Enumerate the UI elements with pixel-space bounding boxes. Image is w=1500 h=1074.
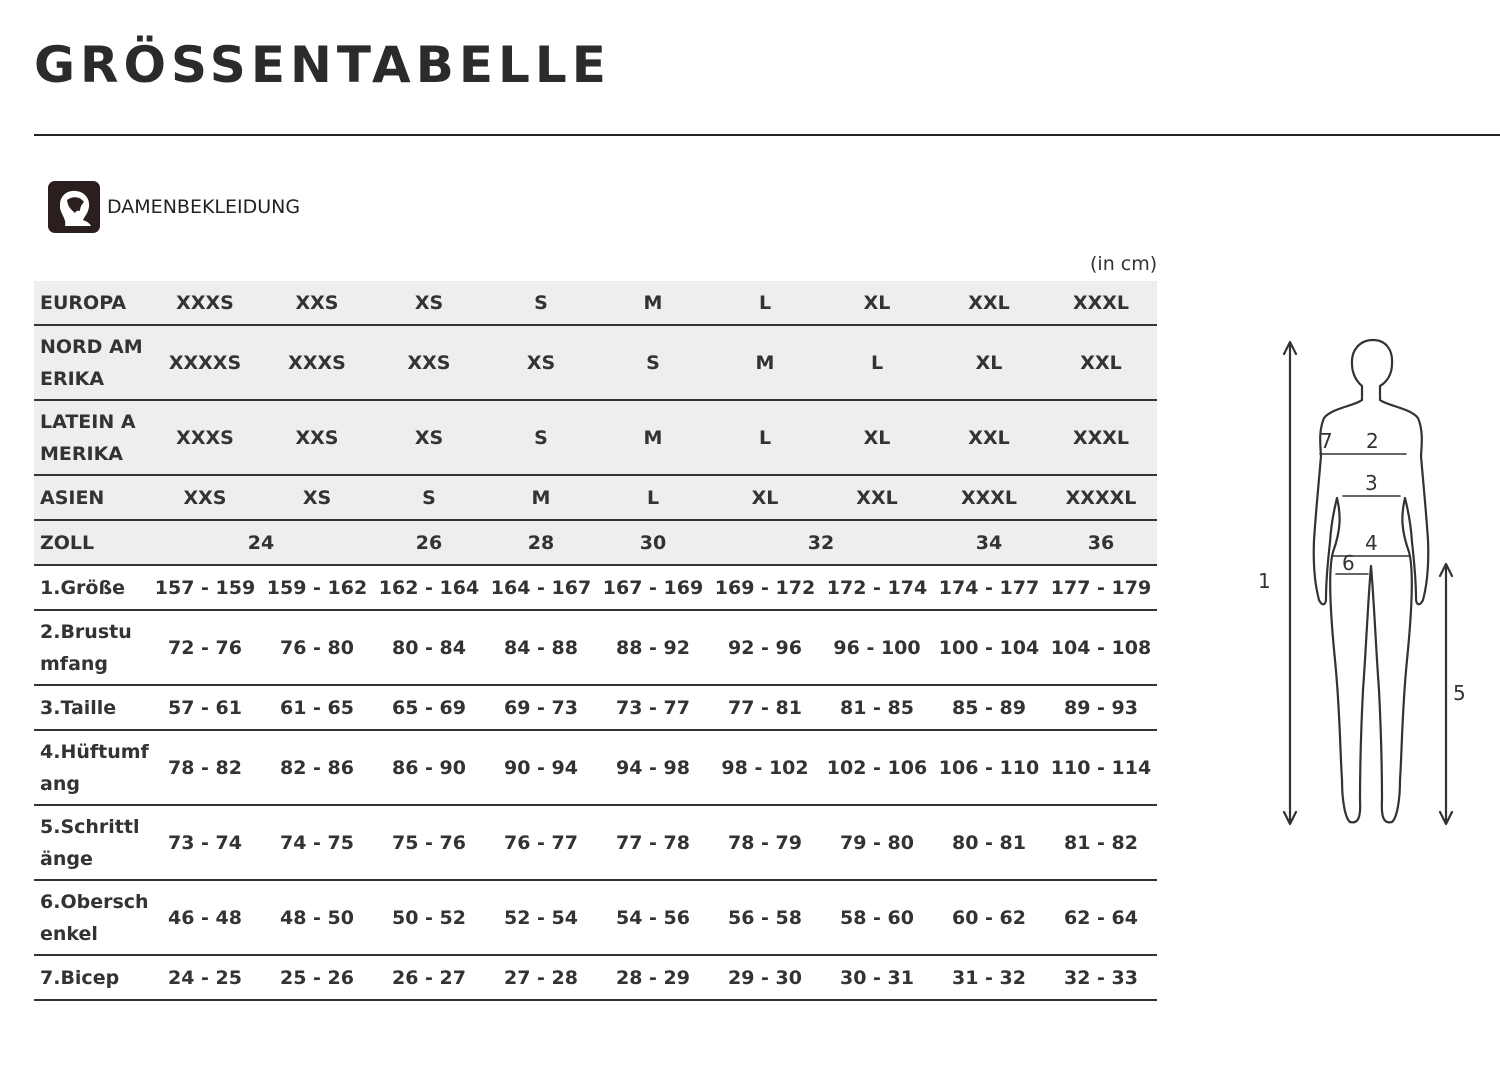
category-header <box>47 180 300 234</box>
measure-cell: 94 - 98 <box>597 730 709 805</box>
size-cell: M <box>597 400 709 475</box>
measure-cell: 73 - 77 <box>597 685 709 730</box>
row-label: ZOLL <box>34 520 149 565</box>
measure-cell: 69 - 73 <box>485 685 597 730</box>
size-cell: XL <box>933 325 1045 400</box>
measure-cell: 78 - 82 <box>149 730 261 805</box>
size-cell: XS <box>373 281 485 325</box>
row-label: 5.Schrittlänge <box>34 805 149 880</box>
size-row-latein-amerika <box>34 400 1157 475</box>
zoll-cell: 34 <box>933 520 1045 565</box>
size-cell: XXL <box>821 475 933 520</box>
size-cell: S <box>485 281 597 325</box>
unit-note: (in cm) <box>1090 253 1158 275</box>
size-cell: XS <box>261 475 373 520</box>
measure-row-7-bicep <box>34 955 1157 1000</box>
zoll-cell: 28 <box>485 520 597 565</box>
size-cell: S <box>485 400 597 475</box>
size-cell: XL <box>709 475 821 520</box>
size-cell: XXXS <box>149 281 261 325</box>
measure-cell: 52 - 54 <box>485 880 597 955</box>
size-cell: XS <box>373 400 485 475</box>
measure-cell: 110 - 114 <box>1045 730 1157 805</box>
size-cell: XXXXS <box>149 325 261 400</box>
measure-cell: 73 - 74 <box>149 805 261 880</box>
measure-cell: 85 - 89 <box>933 685 1045 730</box>
size-row-nord-amerika <box>34 325 1157 400</box>
size-cell: XXXS <box>149 400 261 475</box>
size-cell: XXS <box>261 281 373 325</box>
row-label: 2.Brustumfang <box>34 610 149 685</box>
measure-cell: 65 - 69 <box>373 685 485 730</box>
size-table <box>34 281 1157 1001</box>
measure-row-2-brustumfang <box>34 610 1157 685</box>
measure-cell: 31 - 32 <box>933 955 1045 1000</box>
measure-cell: 172 - 174 <box>821 565 933 610</box>
measure-cell: 167 - 169 <box>597 565 709 610</box>
measure-cell: 86 - 90 <box>373 730 485 805</box>
row-label: ASIEN <box>34 475 149 520</box>
size-cell: XXXL <box>1045 400 1157 475</box>
size-cell: XXXXL <box>1045 475 1157 520</box>
measure-cell: 30 - 31 <box>821 955 933 1000</box>
measure-cell: 62 - 64 <box>1045 880 1157 955</box>
measure-cell: 50 - 52 <box>373 880 485 955</box>
size-cell: XXXL <box>1045 281 1157 325</box>
measure-cell: 92 - 96 <box>709 610 821 685</box>
size-cell: XS <box>485 325 597 400</box>
measure-cell: 77 - 78 <box>597 805 709 880</box>
size-cell: XXL <box>933 281 1045 325</box>
measure-cell: 164 - 167 <box>485 565 597 610</box>
measure-cell: 25 - 26 <box>261 955 373 1000</box>
size-cell: S <box>373 475 485 520</box>
measure-cell: 48 - 50 <box>261 880 373 955</box>
measure-cell: 82 - 86 <box>261 730 373 805</box>
row-label: 3.Taille <box>34 685 149 730</box>
size-cell: M <box>597 281 709 325</box>
size-cell: L <box>709 400 821 475</box>
label-inseam: 5 <box>1453 681 1466 705</box>
measure-row-5-schrittl-nge <box>34 805 1157 880</box>
measure-cell: 169 - 172 <box>709 565 821 610</box>
label-hip: 4 <box>1365 531 1378 555</box>
row-label: 1.Größe <box>34 565 149 610</box>
measure-cell: 28 - 29 <box>597 955 709 1000</box>
row-label: LATEIN AMERIKA <box>34 400 149 475</box>
size-cell: XXL <box>1045 325 1157 400</box>
measure-cell: 98 - 102 <box>709 730 821 805</box>
measure-cell: 32 - 33 <box>1045 955 1157 1000</box>
measure-cell: 106 - 110 <box>933 730 1045 805</box>
size-cell: XXS <box>373 325 485 400</box>
row-label: NORD AMERIKA <box>34 325 149 400</box>
size-cell: XL <box>821 400 933 475</box>
measure-cell: 57 - 61 <box>149 685 261 730</box>
row-label: 4.Hüftumfang <box>34 730 149 805</box>
zoll-cell: 36 <box>1045 520 1157 565</box>
measure-cell: 75 - 76 <box>373 805 485 880</box>
size-cell: M <box>485 475 597 520</box>
size-cell: XXXS <box>261 325 373 400</box>
measure-cell: 177 - 179 <box>1045 565 1157 610</box>
measure-row-6-oberschenkel <box>34 880 1157 955</box>
size-cell: L <box>821 325 933 400</box>
measure-cell: 162 - 164 <box>373 565 485 610</box>
zoll-cell: 32 <box>709 520 933 565</box>
size-row-europa <box>34 281 1157 325</box>
measure-cell: 89 - 93 <box>1045 685 1157 730</box>
row-label: 7.Bicep <box>34 955 149 1000</box>
page-title: GRÖSSENTABELLE <box>34 36 611 94</box>
zoll-cell: 30 <box>597 520 709 565</box>
label-bicep: 7 <box>1320 429 1333 453</box>
label-height: 1 <box>1258 569 1271 593</box>
measure-cell: 157 - 159 <box>149 565 261 610</box>
measure-row-1-gr-e <box>34 565 1157 610</box>
zoll-cell: 24 <box>149 520 373 565</box>
title-divider <box>34 134 1500 136</box>
body-measurement-diagram <box>1240 330 1490 840</box>
measure-cell: 88 - 92 <box>597 610 709 685</box>
woman-profile-icon <box>47 180 101 234</box>
measure-cell: 56 - 58 <box>709 880 821 955</box>
size-cell: L <box>709 281 821 325</box>
measure-cell: 96 - 100 <box>821 610 933 685</box>
measure-row-3-taille <box>34 685 1157 730</box>
measure-cell: 79 - 80 <box>821 805 933 880</box>
measure-cell: 81 - 82 <box>1045 805 1157 880</box>
measure-cell: 26 - 27 <box>373 955 485 1000</box>
measure-cell: 80 - 81 <box>933 805 1045 880</box>
size-cell: XXL <box>933 400 1045 475</box>
measure-cell: 46 - 48 <box>149 880 261 955</box>
zoll-cell: 26 <box>373 520 485 565</box>
size-row-asien <box>34 475 1157 520</box>
measure-cell: 72 - 76 <box>149 610 261 685</box>
row-label: EUROPA <box>34 281 149 325</box>
size-cell: L <box>597 475 709 520</box>
measure-cell: 84 - 88 <box>485 610 597 685</box>
label-thigh: 6 <box>1342 551 1355 575</box>
measure-cell: 54 - 56 <box>597 880 709 955</box>
label-chest: 2 <box>1366 429 1379 453</box>
measure-row-4-h-ftumfang <box>34 730 1157 805</box>
label-waist: 3 <box>1365 471 1378 495</box>
measure-cell: 74 - 75 <box>261 805 373 880</box>
size-cell: XL <box>821 281 933 325</box>
measure-cell: 78 - 79 <box>709 805 821 880</box>
row-label: 6.Oberschenkel <box>34 880 149 955</box>
size-cell: XXS <box>261 400 373 475</box>
size-cell: M <box>709 325 821 400</box>
measure-cell: 61 - 65 <box>261 685 373 730</box>
measure-cell: 81 - 85 <box>821 685 933 730</box>
measure-cell: 60 - 62 <box>933 880 1045 955</box>
size-cell: S <box>597 325 709 400</box>
category-label: DAMENBEKLEIDUNG <box>107 196 301 218</box>
size-cell: XXS <box>149 475 261 520</box>
measure-cell: 76 - 77 <box>485 805 597 880</box>
body-outline <box>1314 340 1429 822</box>
measure-cell: 104 - 108 <box>1045 610 1157 685</box>
size-row-zoll <box>34 520 1157 565</box>
measure-cell: 80 - 84 <box>373 610 485 685</box>
measure-cell: 24 - 25 <box>149 955 261 1000</box>
measure-cell: 58 - 60 <box>821 880 933 955</box>
measure-cell: 27 - 28 <box>485 955 597 1000</box>
measure-cell: 100 - 104 <box>933 610 1045 685</box>
size-cell: XXXL <box>933 475 1045 520</box>
measure-cell: 29 - 30 <box>709 955 821 1000</box>
measure-cell: 159 - 162 <box>261 565 373 610</box>
measure-cell: 102 - 106 <box>821 730 933 805</box>
measure-cell: 76 - 80 <box>261 610 373 685</box>
measure-cell: 174 - 177 <box>933 565 1045 610</box>
measure-cell: 77 - 81 <box>709 685 821 730</box>
measure-cell: 90 - 94 <box>485 730 597 805</box>
